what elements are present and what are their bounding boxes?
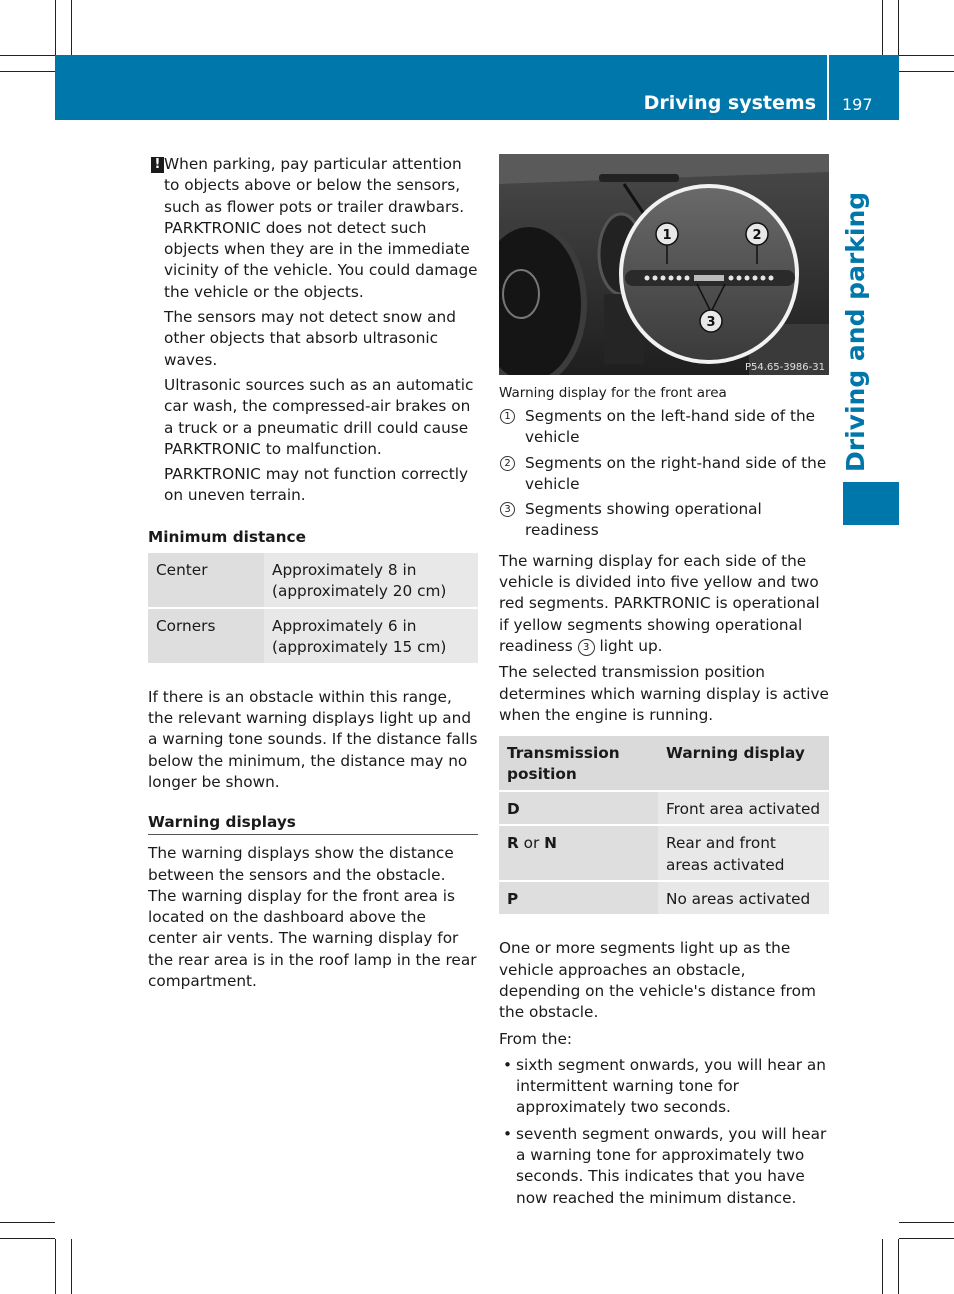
crop-mark (898, 1239, 899, 1294)
table-cell: Corners (148, 608, 264, 664)
gear-letter: P (507, 890, 519, 909)
connector-text: or (518, 834, 545, 853)
crop-mark (0, 55, 55, 56)
crop-mark (882, 0, 883, 55)
legend-text: Segments on the right-hand side of the vehicle (525, 453, 827, 493)
exclamation-icon: ! (151, 157, 164, 173)
warning-displays-paragraph: The warning displays show the distance between the sensors and the obstacle. The warning display for the front area is located on the dashboard above the center air vents. The warning display for the rear area is in the roof lamp in the rear compartment. (148, 844, 477, 991)
crop-mark (898, 0, 899, 55)
crop-mark (55, 1239, 56, 1294)
notice-paragraph: The sensors may not detect snow and other objects that absorb ultrasonic waves. (164, 308, 456, 369)
table-cell (499, 791, 658, 825)
table-cell: Front area activated (658, 791, 829, 825)
crop-mark (71, 0, 72, 55)
number-marker: 3 (500, 502, 515, 517)
legend-item (499, 406, 829, 449)
min-distance-table (148, 553, 478, 665)
list-item: • sixth segment onwards, you will hear an intermittent warning tone for approximately two seconds. (499, 1055, 829, 1119)
legend-item (499, 453, 829, 496)
legend-text: Segments showing operational readiness (525, 500, 762, 540)
notice-block (148, 154, 478, 507)
approach-paragraph: One or more segments light up as the vehicle approaches an obstacle, depending on the vehicle's distance from the obstacle. (499, 939, 816, 1022)
crop-mark (899, 55, 954, 56)
table-header-cell: Transmission position (499, 736, 658, 791)
legend-text: Segments on the left-hand side of the vehicle (525, 407, 816, 447)
crop-mark (899, 1238, 954, 1239)
table-cell (499, 825, 658, 881)
warning-display-illustration (499, 154, 829, 375)
number-marker: 2 (500, 456, 515, 471)
right-column (499, 154, 829, 1214)
chapter-tab-marker (843, 482, 899, 525)
dashboard-photo (499, 154, 829, 375)
notice-paragraph: Ultrasonic sources such as an automatic car wash, the compressed-air brakes on a truck or a pneumatic drill could cause PARKTRONIC to malfunction. (164, 375, 474, 458)
table-row (499, 791, 829, 825)
segments-paragraph (499, 551, 829, 657)
header-separator (827, 55, 829, 120)
image-code: P54.65-3986-31 (744, 362, 825, 373)
callout-3: 3 (706, 315, 716, 330)
paragraph-text: light up. (599, 636, 663, 655)
transmission-table (499, 736, 829, 916)
table-cell: No areas activated (658, 881, 829, 915)
notice-paragraph: When parking, pay particular attention to objects above or below the sensors, such as flower pots or trailer drawbars. PARKTRONIC does not detect such objects when they are in the immediate vicinity of the vehicle. You could damage the vehicle or the objects. (164, 155, 478, 301)
obstacle-paragraph: If there is an obstacle within this range, the relevant warning displays light up and a warning tone sounds. If the distance falls below the minimum, the distance may no longer be shown. (148, 687, 478, 791)
callout-1: 1 (662, 228, 672, 243)
notice-paragraph: PARKTRONIC may not function correctly on uneven terrain. (164, 465, 469, 505)
gear-letter: R (507, 834, 519, 853)
table-row (499, 881, 829, 915)
crop-mark (0, 1238, 55, 1239)
from-the-paragraph: From the: (499, 1029, 573, 1048)
table-cell: Rear and front areas activated (658, 825, 829, 881)
section-title: Driving systems (643, 92, 816, 114)
table-cell (499, 881, 658, 915)
gear-letter: N (544, 834, 557, 853)
warning-displays-heading: Warning displays (148, 812, 478, 835)
table-header-cell: Warning display (658, 736, 829, 791)
transmission-paragraph: The selected transmission position determines which warning display is active when the engine is running. (499, 663, 829, 724)
table-cell: Approximately 6 in (approximately 15 cm) (264, 608, 478, 664)
table-header-row (499, 736, 829, 791)
crop-mark (899, 71, 954, 72)
crop-mark (55, 0, 56, 55)
crop-mark (0, 1222, 55, 1223)
table-row (148, 608, 478, 664)
number-marker: 3 (578, 639, 595, 656)
number-marker: 1 (500, 409, 515, 424)
callout-2: 2 (752, 228, 762, 243)
crop-mark (71, 1239, 72, 1294)
crop-mark (0, 71, 55, 72)
table-cell: Center (148, 553, 264, 608)
figure-caption: Warning display for the front area (499, 385, 727, 401)
legend-item (499, 499, 829, 542)
gear-letter: D (507, 800, 520, 819)
min-distance-heading: Minimum distance (148, 527, 306, 546)
crop-mark (899, 1222, 954, 1223)
table-cell: Approximately 8 in (approximately 20 cm) (264, 553, 478, 608)
left-column (148, 154, 478, 997)
paragraph-text: The warning display for each side of the vehicle is divided into five yellow and two red segments. PARKTRONIC is operational if yellow segments showing operational readiness (499, 551, 820, 655)
list-item: • seventh segment onwards, you will hear a warning tone for approximately two seconds. This indicates that you have now reached the minimum distance. (499, 1124, 829, 1209)
chapter-title: Driving and parking (841, 191, 870, 472)
page-number: 197 (842, 95, 873, 114)
crop-mark (882, 1239, 883, 1294)
table-row (499, 825, 829, 881)
table-row (148, 553, 478, 608)
